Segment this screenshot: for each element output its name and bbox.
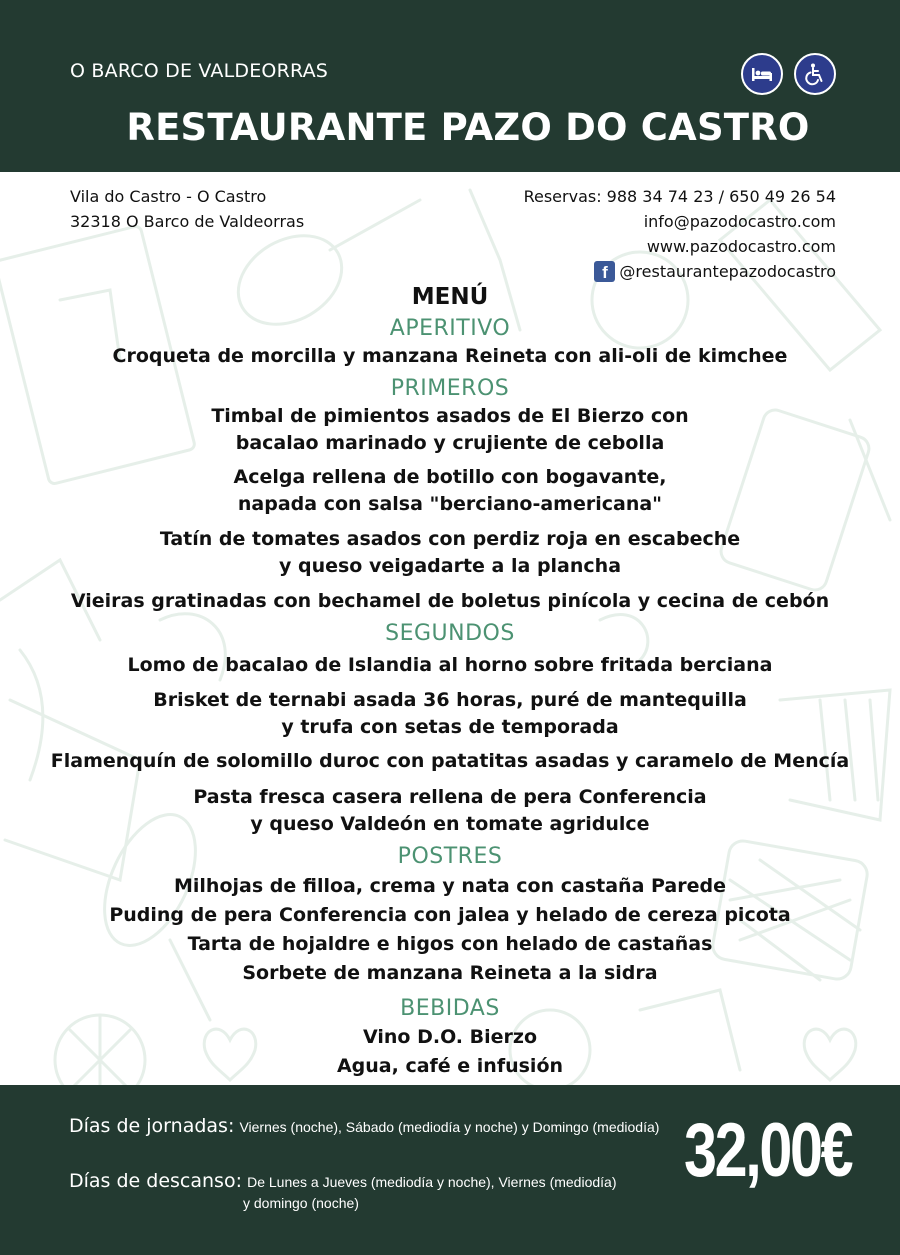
menu-item-list: Vino D.O. Bierzo Agua, café e infusión	[336, 1026, 564, 1077]
menu-item: Pasta fresca casera rellena de pera Conferencia y queso Valdeón en tomate agridulce	[193, 786, 707, 835]
header-banner	[0, 0, 900, 172]
menu-item: Flamenquín de solomillo duroc con patatitas asadas y caramelo de Mencía	[50, 750, 850, 772]
jornadas-label: Días de jornadas:	[69, 1115, 235, 1137]
descanso-label: Días de descanso:	[69, 1170, 242, 1192]
descanso-value: De Lunes a Jueves (mediodía y noche), Viernes (mediodía)	[247, 1174, 617, 1190]
menu-item: Brisket de ternabi asada 36 horas, puré de mantequilla y trufa con setas de temporada	[153, 689, 747, 738]
restaurant-title: RESTAURANTE PAZO DO CASTRO	[126, 106, 810, 149]
menu-item: Timbal de pimientos asados de El Bierzo con bacalao marinado y crujiente de cebolla	[211, 405, 689, 454]
facebook-row[interactable]	[524, 259, 836, 284]
menu-item: Tatín de tomates asados con perdiz roja en escabeche y queso veigadarte a la plancha	[159, 528, 741, 577]
menu-item: Acelga rellena de botillo con bogavante, napada con salsa "berciano-americana"	[233, 466, 667, 515]
bed-icon	[741, 53, 783, 95]
town-name: O BARCO DE VALDEORRAS	[70, 60, 329, 82]
menu-item-list: Milhojas de filloa, crema y nata con castaña Parede Puding de pera Conferencia con jalea y helado de cereza picota Tarta de hojaldre e higos con helado de castañas Sorbete de manzana Reineta a la sidra	[109, 875, 791, 984]
section-heading-aperitivo: APERITIVO	[389, 316, 511, 341]
section-heading-postres: POSTRES	[397, 844, 503, 869]
contact-block	[524, 184, 836, 284]
address-line: Vila do Castro - O Castro	[70, 187, 267, 206]
website-link[interactable]: www.pazodocastro.com	[646, 237, 836, 256]
facebook-icon: f	[594, 261, 615, 282]
jornadas-value: Viernes (noche), Sábado (mediodía y noche) y Domingo (mediodía)	[239, 1119, 660, 1135]
footer-banner	[0, 1085, 900, 1255]
section-heading-bebidas: BEBIDAS	[400, 996, 500, 1021]
schedule-descanso	[69, 1170, 616, 1192]
section-heading-primeros: PRIMEROS	[390, 376, 510, 401]
menu-price: 32,00€	[684, 1108, 852, 1193]
wheelchair-icon	[794, 53, 836, 95]
descanso-value-cont: y domingo (noche)	[243, 1195, 359, 1211]
menu-title: MENÚ	[411, 284, 489, 310]
address-block	[70, 184, 304, 234]
reservations-phone: Reservas: 988 34 74 23 / 650 49 26 54	[523, 187, 836, 206]
menu-item: Vieiras gratinadas con bechamel de boletus pinícola y cecina de cebón	[70, 590, 830, 612]
menu-item: Lomo de bacalao de Islandia al horno sobre fritada berciana	[127, 654, 773, 676]
menu-item: Croqueta de morcilla y manzana Reineta con ali-oli de kimchee	[112, 345, 788, 367]
email-link[interactable]: info@pazodocastro.com	[643, 212, 836, 231]
address-line: 32318 O Barco de Valdeorras	[70, 212, 305, 231]
section-heading-segundos: SEGUNDOS	[385, 621, 515, 646]
facebook-handle: @restaurantepazodocastro	[619, 262, 836, 281]
schedule-jornadas	[69, 1115, 659, 1137]
